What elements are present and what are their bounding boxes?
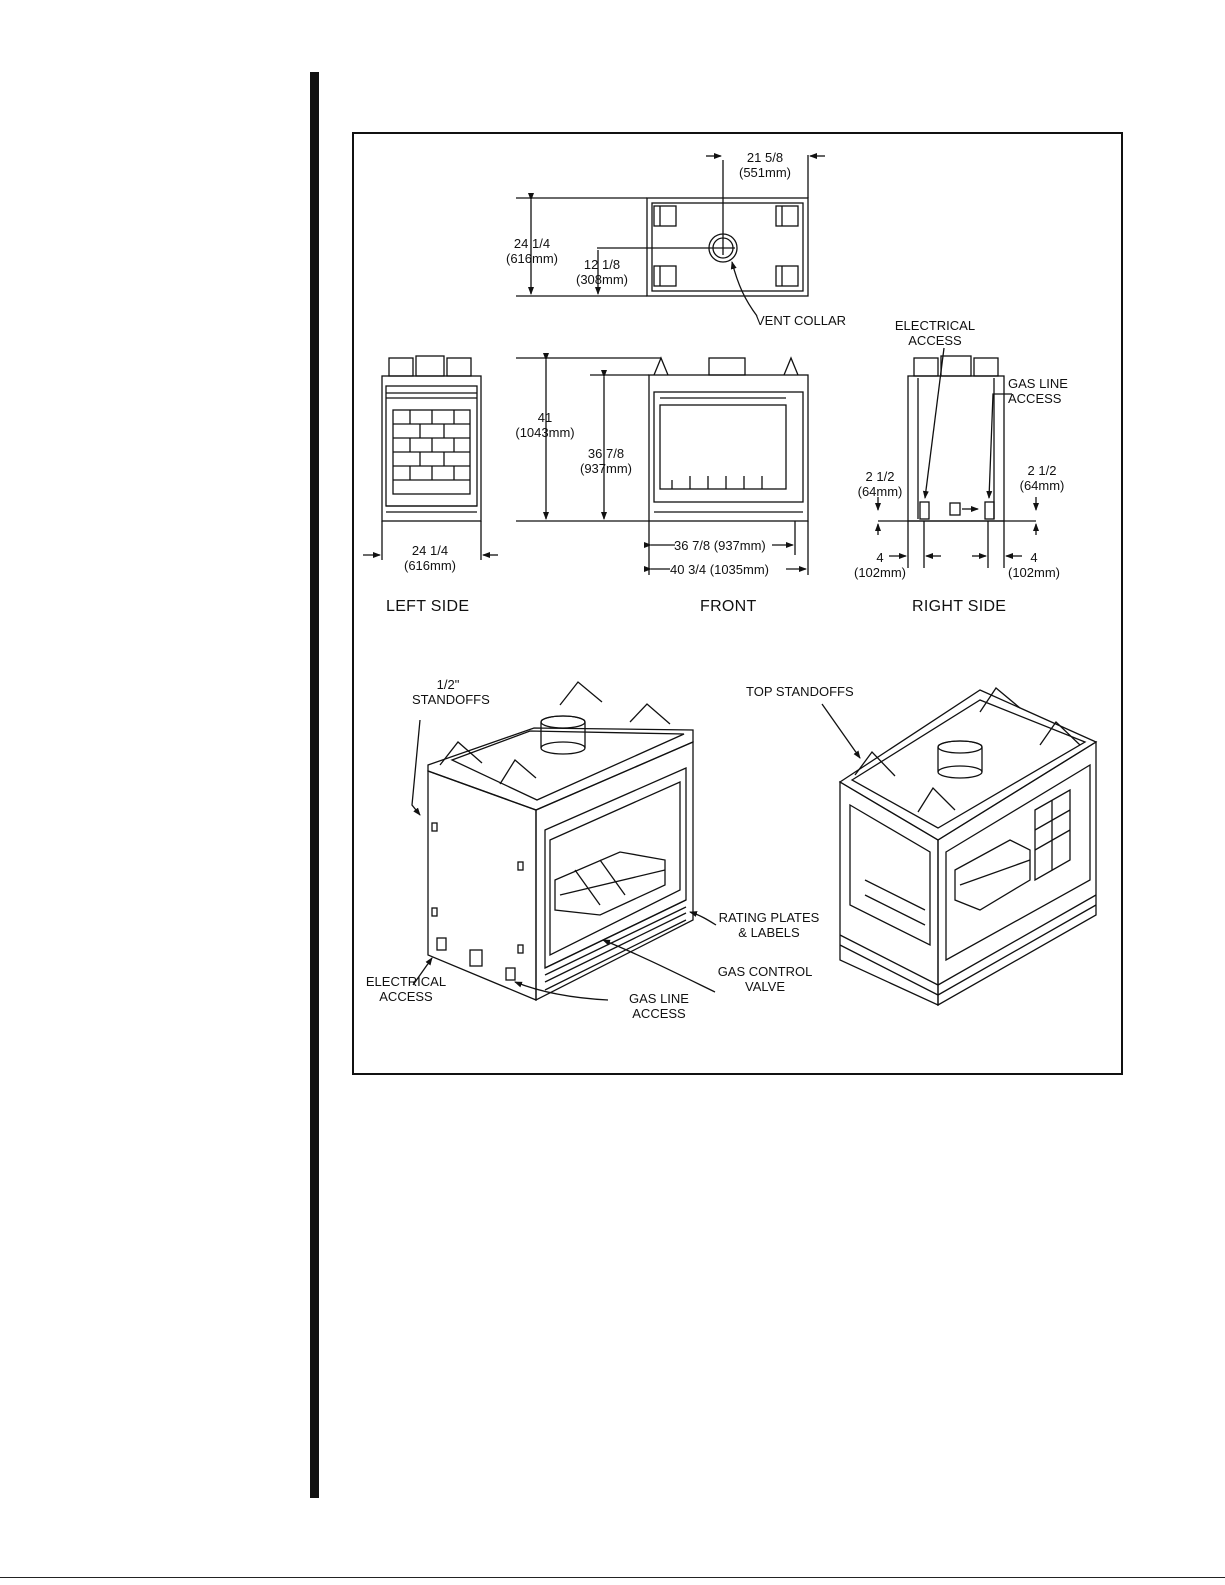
front-outer-width-dim: 40 3/4 (1035mm) <box>670 562 769 577</box>
top-standoffs-label: TOP STANDOFFS <box>746 684 854 699</box>
top-width-mm: (551mm) <box>738 165 791 180</box>
top-depth-in: 24 1/4 <box>513 236 551 251</box>
left-side-title: LEFT SIDE <box>386 598 470 615</box>
right-right-height-dim: 2 1/2 (64mm) <box>1019 463 1065 493</box>
top-center-mm: (308mm) <box>575 272 628 287</box>
half-inch-standoffs-label: 1/2" STANDOFFS <box>412 677 490 707</box>
right-right-offset-dim: 4 (102mm) <box>1007 550 1060 580</box>
electrical-access-bottom-label: ELECTRICAL ACCESS <box>365 974 447 1004</box>
front-title: FRONT <box>700 598 757 615</box>
gas-line-access-bottom-label: GAS LINE ACCESS <box>629 991 689 1021</box>
top-width-dim <box>735 150 795 180</box>
left-side-view <box>363 356 498 560</box>
front-height-dim: 41 (1043mm) <box>515 410 575 440</box>
front-inner-width-dim: 36 7/8 (937mm) <box>674 538 766 553</box>
rating-plates-label: RATING PLATES & LABELS <box>718 910 820 940</box>
right-left-offset-dim: 4 (102mm) <box>853 550 906 580</box>
vent-collar-label: VENT COLLAR <box>756 313 847 328</box>
gas-line-access-top-label: GAS LINE ACCESS <box>1008 376 1068 406</box>
opening-height-dim: 36 7/8 (937mm) <box>579 446 632 476</box>
gas-control-valve-label: GAS CONTROL VALVE <box>717 964 813 994</box>
left-isometric-view <box>412 682 716 1000</box>
top-depth-mm: (616mm) <box>505 251 558 266</box>
top-width-in: 21 5/8 <box>746 150 784 165</box>
top-depth-dim <box>502 236 562 266</box>
left-depth-dim: 24 1/4 (616mm) <box>403 543 456 573</box>
right-left-height-dim: 2 1/2 (64mm) <box>857 469 903 499</box>
top-center-dim <box>572 257 632 287</box>
electrical-access-top-label: ELECTRICAL ACCESS <box>894 318 976 348</box>
right-isometric-view <box>822 688 1096 1005</box>
right-side-title: RIGHT SIDE <box>912 598 1007 615</box>
top-center-in: 12 1/8 <box>583 257 621 272</box>
